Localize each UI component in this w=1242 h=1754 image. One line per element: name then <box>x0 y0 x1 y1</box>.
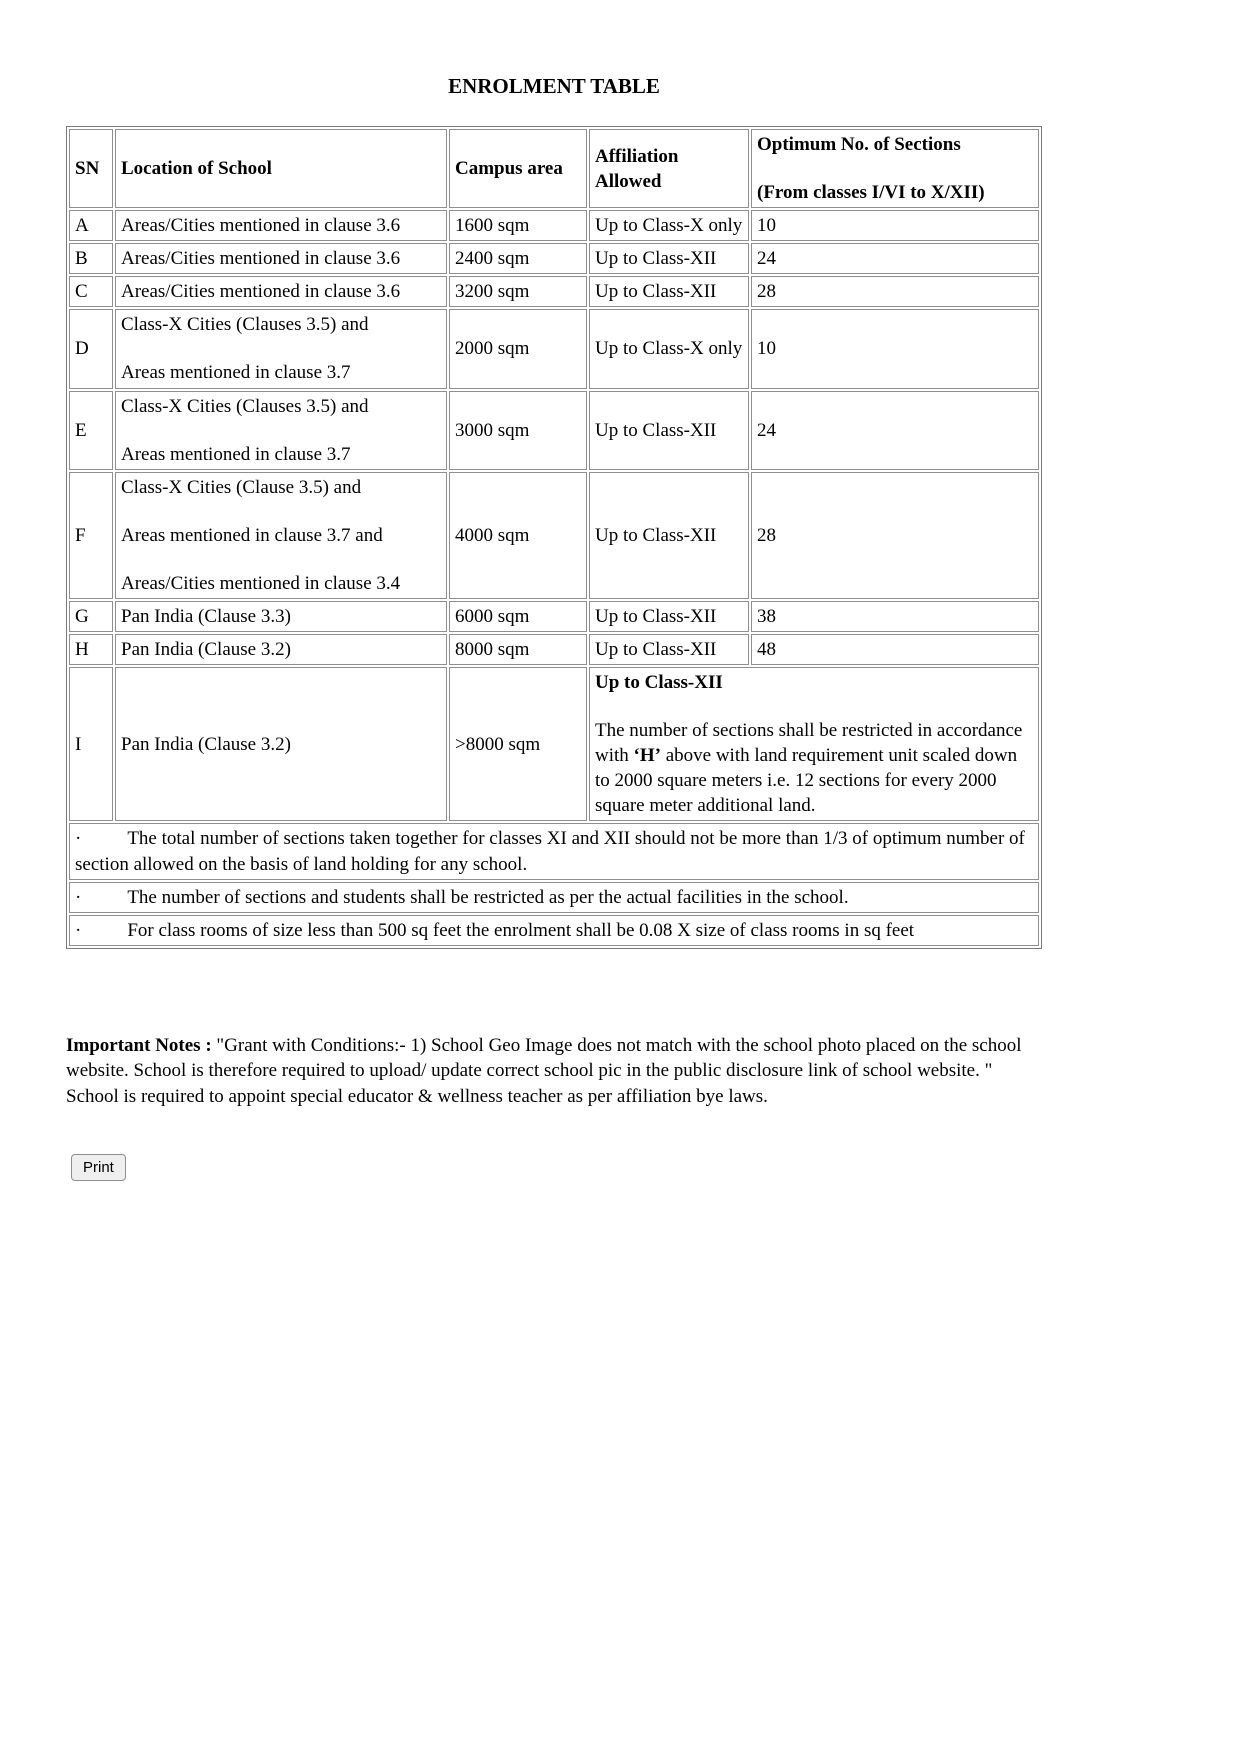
important-notes-line2: School is required to appoint special educator & wellness teacher as per affiliation bye laws. <box>66 1085 768 1107</box>
note-text: The number of sections and students shall be restricted as per the actual facilities in the school. <box>127 886 849 908</box>
cell-campus-area: 2400 sqm <box>449 243 587 274</box>
location-text: Areas mentioned in clause 3.7 <box>121 443 351 465</box>
column-header-sections <box>751 129 1039 208</box>
content-area <box>66 74 1042 1181</box>
table-row-d <box>69 309 1039 388</box>
cell-sn: H <box>69 634 113 665</box>
column-header-location: Location of School <box>115 129 447 208</box>
column-header-sn: SN <box>69 129 113 208</box>
location-text: Areas mentioned in clause 3.7 and <box>121 524 383 546</box>
cell-location <box>115 601 447 632</box>
important-notes-body: "Grant with Conditions:- 1) School Geo Image does not match with the school photo placed on the school website. School is therefore required to upload/ update correct school pic in the public disclosure link of school website. " <box>66 1034 1022 1082</box>
cell-campus-area: >8000 sqm <box>449 667 587 821</box>
cell-location <box>115 210 447 241</box>
location-text: Pan India (Clause 3.3) <box>121 605 291 627</box>
note-bullet: · <box>75 919 82 941</box>
cell-campus-area: 6000 sqm <box>449 601 587 632</box>
cell-affiliation: Up to Class-XII <box>589 472 749 599</box>
table-row-f <box>69 472 1039 599</box>
cell-affiliation: Up to Class-XII <box>589 634 749 665</box>
table-row-b <box>69 243 1039 274</box>
note-bullet: · <box>75 828 82 850</box>
page-title: ENROLMENT TABLE <box>448 74 660 98</box>
note-text: The total number of sections taken together for classes XI and XII should not be more than 1/3 of optimum number of section allowed on the basis of land holding for any school. <box>75 828 1025 875</box>
cell-affiliation: Up to Class-XII <box>589 276 749 307</box>
location-text: Class-X Cities (Clauses 3.5) and <box>121 395 369 417</box>
cell-location <box>115 634 447 665</box>
table-note-row <box>69 915 1039 946</box>
cell-sn: B <box>69 243 113 274</box>
table-row-a <box>69 210 1039 241</box>
cell-sn: E <box>69 391 113 470</box>
cell-campus-area: 8000 sqm <box>449 634 587 665</box>
cell-sections: 28 <box>751 276 1039 307</box>
cell-location <box>115 472 447 599</box>
cell-sections: 10 <box>751 309 1039 388</box>
cell-sn: A <box>69 210 113 241</box>
location-text: Pan India (Clause 3.2) <box>121 733 291 755</box>
table-row-h <box>69 634 1039 665</box>
table-note-row <box>69 823 1039 879</box>
cell-sections: 10 <box>751 210 1039 241</box>
table-row-i <box>69 667 1039 821</box>
column-header-campus-area: Campus area <box>449 129 587 208</box>
cell-location <box>115 391 447 470</box>
note-cell <box>69 915 1039 946</box>
note-bullet: · <box>75 886 82 908</box>
cell-affiliation: Up to Class-X only <box>589 309 749 388</box>
affiliation-heading: Up to Class-XII <box>595 672 723 694</box>
location-text: Areas/Cities mentioned in clause 3.6 <box>121 281 401 303</box>
affiliation-detail-bold: ‘H’ <box>633 745 661 767</box>
cell-sections: 38 <box>751 601 1039 632</box>
location-text: Class-X Cities (Clauses 3.5) and <box>121 314 369 336</box>
column-header-sections-line1: Optimum No. of Sections <box>757 134 961 155</box>
table-row-c <box>69 276 1039 307</box>
cell-location <box>115 243 447 274</box>
location-text: Pan India (Clause 3.2) <box>121 639 291 661</box>
note-text: For class rooms of size less than 500 sq feet the enrolment shall be 0.08 X size of class rooms in sq feet <box>127 919 915 941</box>
important-notes <box>66 1033 1042 1109</box>
cell-campus-area: 3200 sqm <box>449 276 587 307</box>
cell-campus-area: 1600 sqm <box>449 210 587 241</box>
cell-affiliation-sections-merged <box>589 667 1039 821</box>
cell-sections: 24 <box>751 391 1039 470</box>
note-cell <box>69 823 1039 879</box>
location-text: Areas/Cities mentioned in clause 3.6 <box>121 248 401 270</box>
column-header-sections-line2: (From classes I/VI to X/XII) <box>757 182 985 204</box>
cell-campus-area: 3000 sqm <box>449 391 587 470</box>
cell-affiliation: Up to Class-XII <box>589 243 749 274</box>
enrolment-table <box>66 126 1042 949</box>
cell-sections: 24 <box>751 243 1039 274</box>
note-cell <box>69 882 1039 913</box>
important-notes-label: Important Notes : <box>66 1034 212 1056</box>
cell-location <box>115 309 447 388</box>
affiliation-detail <box>595 718 1033 818</box>
location-text: Areas/Cities mentioned in clause 3.6 <box>121 215 401 237</box>
print-button[interactable]: Print <box>71 1154 126 1181</box>
cell-sn: D <box>69 309 113 388</box>
cell-location <box>115 276 447 307</box>
cell-location <box>115 667 447 821</box>
cell-sn: G <box>69 601 113 632</box>
affiliation-detail-suffix: above with land requirement unit scaled down to 2000 square meters i.e. 12 sections for every 2000 square meter additional land. <box>595 745 1018 817</box>
table-note-row <box>69 882 1039 913</box>
header-row <box>69 129 1039 208</box>
cell-sections: 48 <box>751 634 1039 665</box>
affiliation-detail-prefix: The number of sections shall be restricted in accordance with <box>595 720 1023 767</box>
cell-campus-area: 2000 sqm <box>449 309 587 388</box>
location-text: Areas mentioned in clause 3.7 <box>121 362 351 384</box>
location-text: Areas/Cities mentioned in clause 3.4 <box>121 572 401 594</box>
cell-affiliation: Up to Class-XII <box>589 391 749 470</box>
cell-sections: 28 <box>751 472 1039 599</box>
table-row-g <box>69 601 1039 632</box>
cell-affiliation: Up to Class-X only <box>589 210 749 241</box>
cell-sn: C <box>69 276 113 307</box>
cell-sn: F <box>69 472 113 599</box>
location-text: Class-X Cities (Clause 3.5) and <box>121 476 362 498</box>
table-row-e <box>69 391 1039 470</box>
column-header-affiliation: Affiliation Allowed <box>589 129 749 208</box>
cell-affiliation: Up to Class-XII <box>589 601 749 632</box>
cell-campus-area: 4000 sqm <box>449 472 587 599</box>
cell-sn: I <box>69 667 113 821</box>
